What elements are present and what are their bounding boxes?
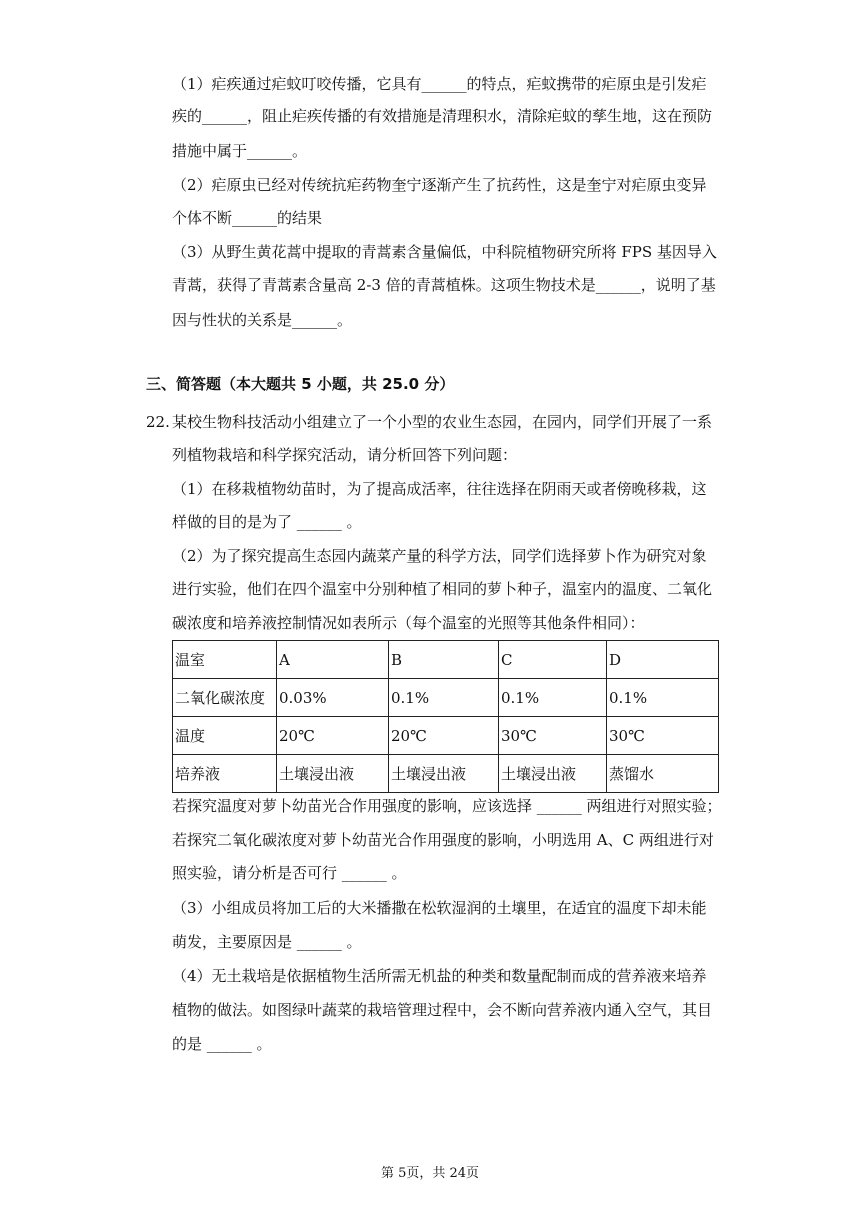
after-table-line-3: 照实验，请分析是否可行 ______ 。 (172, 864, 407, 882)
table-row (173, 717, 719, 755)
q21-line-3: 措施中属于______。 (172, 142, 308, 160)
table-cell: 温度 (173, 717, 277, 755)
table-cell: C (499, 641, 607, 679)
table-cell: D (607, 641, 719, 679)
table-cell: 土壤浸出液 (389, 755, 499, 793)
page-footer: 第 5页，共 24页 (380, 1166, 480, 1181)
table-cell: 蒸馏水 (607, 755, 719, 793)
greenhouse-table (172, 640, 719, 793)
after-table-line-7: 植物的做法。如图绿叶蔬菜的栽培管理过程中，会不断向营养液内通入空气，其目 (172, 1001, 713, 1019)
q22-line-7: 碳浓度和培养液控制情况如表所示（每个温室的光照等其他条件相同）： (172, 614, 645, 632)
q22-line-6: 进行实验，他们在四个温室中分别种植了相同的萝卜种子，温室内的温度、二氧化 (172, 580, 713, 598)
table-cell: 培养液 (173, 755, 277, 793)
after-table-line-1: 若探究温度对萝卜幼苗光合作用强度的影响，应该选择 ______ 两组进行对照实验； (172, 797, 722, 815)
after-table-line-5: 萌发，主要原因是 ______ 。 (172, 933, 362, 951)
table-cell: 30℃ (607, 717, 719, 755)
after-table-line-8: 的是 ______ 。 (172, 1035, 272, 1053)
q21-line-6: （3）从野生黄花蒿中提取的青蒿素含量偏低，中科院植物研究所将 FPS 基因导入 (172, 243, 717, 261)
table-cell: B (389, 641, 499, 679)
q21-line-2: 疾的______，阻止疟疾传播的有效措施是清理积水，清除疟蚊的孳生地，这在预防 (172, 107, 713, 125)
q22-line-4: 样做的目的是为了 ______ 。 (172, 513, 362, 531)
table-row (173, 755, 719, 793)
q21-line-7: 青蒿，获得了青蒿素含量高 2-3 倍的青蒿植株。这项生物技术是______，说明了基 (172, 276, 716, 294)
table-cell: 0.1% (607, 679, 719, 717)
table-row (173, 641, 719, 679)
table-cell: 20℃ (389, 717, 499, 755)
table-cell: 温室 (173, 641, 277, 679)
q22-line-5: （2）为了探究提高生态园内蔬菜产量的科学方法，同学们选择萝卜作为研究对象 (172, 547, 707, 565)
table-cell: 0.1% (499, 679, 607, 717)
q22-line-1: 某校生物科技活动小组建立了一个小型的农业生态园，在园内，同学们开展了一系 (172, 413, 713, 431)
section-heading: 三、简答题（本大题共 5 小题，共 25.0 分） (146, 375, 455, 393)
table-cell: 土壤浸出液 (499, 755, 607, 793)
table-cell: 二氧化碳浓度 (173, 679, 277, 717)
table-cell: 0.1% (389, 679, 499, 717)
after-table-line-2: 若探究二氧化碳浓度对萝卜幼苗光合作用强度的影响，小明选用 A、C 两组进行对 (172, 831, 714, 849)
q21-line-5: 个体不断______的结果 (172, 209, 323, 227)
table-cell: 0.03% (277, 679, 389, 717)
q21-line-1: （1）疟疾通过疟蚊叮咬传播，它具有______的特点，疟蚊携带的疟原虫是引发疟 (172, 75, 707, 93)
after-table-line-4: （3）小组成员将加工后的大米播撒在松软湿润的土壤里，在适宜的温度下却未能 (172, 899, 707, 917)
table-row (173, 679, 719, 717)
table-cell: A (277, 641, 389, 679)
q21-line-4: （2）疟原虫已经对传统抗疟药物奎宁逐渐产生了抗药性，这是奎宁对疟原虫变异 (172, 176, 707, 194)
q21-line-8: 因与性状的关系是______。 (172, 311, 353, 329)
table-cell: 20℃ (277, 717, 389, 755)
table-cell: 土壤浸出液 (277, 755, 389, 793)
question-number: 22. (146, 413, 170, 431)
q22-line-2: 列植物栽培和科学探究活动，请分析回答下列问题： (172, 446, 518, 464)
table-cell: 30℃ (499, 717, 607, 755)
after-table-line-6: （4）无土栽培是依据植物生活所需无机盐的种类和数量配制而成的营养液来培养 (172, 967, 707, 985)
q22-line-3: （1）在移栽植物幼苗时，为了提高成活率，往往选择在阴雨天或者傍晚移栽，这 (172, 480, 707, 498)
